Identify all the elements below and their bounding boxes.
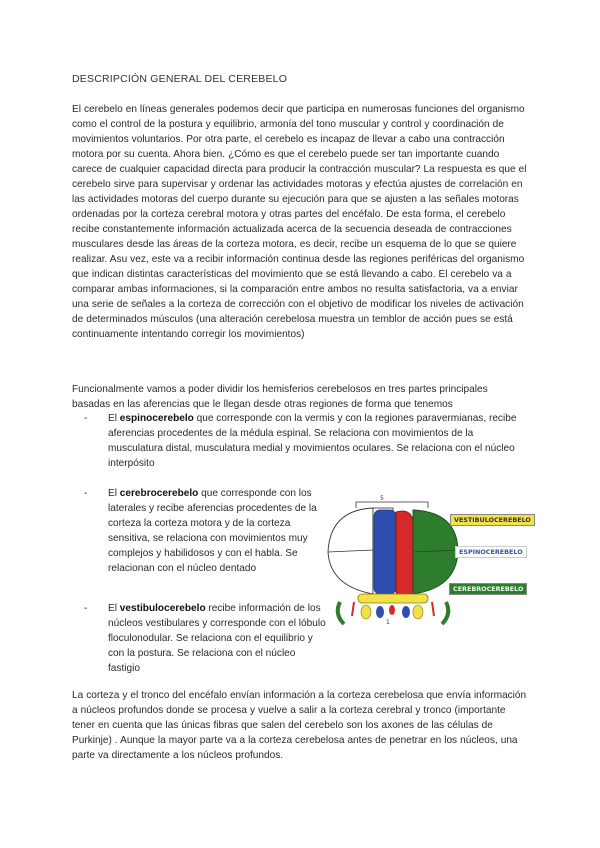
bullet-dash: - <box>84 603 88 614</box>
nucleus-mid <box>389 605 395 615</box>
intro-paragraph: El cerebelo en líneas generales podemos decir que participa en numerosas funciones del organismo como el control de la postura y equilibrio, armonía del tono muscular y control y coordinación de movimientos voluntarios. Por otra parte, el cerebelo es incapaz de llevar a cabo una contracción motora por su cuenta. Ahora bien. ¿Cómo es que el cerebelo puede ser tan importante cuando carece de cualquier capacidad directa para producir la contracción muscular? La respuesta es que el cerebelo sirve para supervisar y ordenar las actividades motoras y efectúa ajustes de correlación en las actividades motoras del cuerpo durante su ejecución para que se ajusten a las señales motoras ordenadas por la corteza cerebral motora y otras partes del encéfalo. De esta forma, el cerebelo recibe constantemente información actualizada acerca de la secuencia deseada de contracciones musculares desde las áreas de la corteza motora, es decir, recibe un esquema de lo que se quiere realizar. Asu vez, este va a recibir información continua desde las regiones periféricas del organismo que indican distintas características del movimiento que se está llevando a cabo. El cerebelo va a comparar ambas informaciones, si la comparación entre ambos no resulta satisfactoria, va a enviar una serie de señales a la corteza de corrección con el objetivo de modificar los niveles de activación de determinados músculos (una alteración cerebelosa muestra un temblor de acción pues se está continuamente intentando corregir los movimientos) <box>72 104 527 340</box>
division-paragraph: Funcionalmente vamos a poder dividir los hemisferios cerebelosos en tres partes principales basadas en las aferencias que le llegan desde otras regiones de forma que tenemos <box>72 384 488 410</box>
bullet-dash: - <box>84 413 88 424</box>
bullet-term: espinocerebelo <box>119 413 194 424</box>
bullet-prefix: El <box>108 488 120 499</box>
bullet-prefix: El <box>108 413 120 424</box>
vermis-region <box>374 510 396 594</box>
paravermis-region <box>396 511 413 594</box>
output-arrow-right <box>442 602 448 624</box>
output-arrow-left <box>338 602 344 624</box>
bullet-term: vestibulocerebelo <box>119 603 206 614</box>
label-espinocerebelo: ESPINOCEREBELO <box>455 546 527 558</box>
bullet-text: recibe información de los núcleos vestibulares y corresponde con el lóbulo floculonodular. Se relaciona con el equilibrio y con la postura. Se relaciona con el núcleo fastigio <box>108 603 326 674</box>
diagram-top-bracket <box>356 502 428 508</box>
bullet-espinocerebelo <box>84 411 528 471</box>
page-title: DESCRIPCIÓN GENERAL DEL CEREBELO <box>72 73 288 85</box>
bullet-cerebrocerebelo <box>84 486 326 576</box>
bullet-dash: - <box>84 488 88 499</box>
diagram-bottom-marker: 1 <box>386 619 390 626</box>
cerebellum-diagram <box>318 490 548 640</box>
bullet-term: cerebrocerebelo <box>119 488 199 499</box>
bullet-text: que corresponde con los laterales y recibe aferencias procedentes de la corteza la corteza motora y de la corteza sensitiva, se relaciona con movimientos muy complejos y habilidosos y con el habla. Se relacionan con el núcleo dentado <box>108 488 317 574</box>
closing-paragraph: La corteza y el tronco del encéfalo envían información a la corteza cerebelosa que envía información a núcleos profundos donde se procesa y vuelve a salir a la corteza cerebral y tronco (importante tener en cuenta que las únicas fibras que salen del cerebelo son los axones de las células de Purkinje) . Aunque la mayor parte va a la corteza cerebelosa antes de penetrar en los núcleos, una parte va directamente a los núcleos profundos. <box>72 690 527 761</box>
nucleus-right <box>413 605 423 619</box>
label-vestibulocerebelo: VESTIBULOCEREBELO <box>450 514 535 526</box>
diagram-top-marker: 5 <box>380 495 384 502</box>
output-arrow-red-right <box>432 602 434 616</box>
bullet-text: que corresponde con la vermis y con la regiones paravermianas, recibe aferencias procedentes de la médula espinal. Se relaciona con movimientos de la musculatura distal, musculatura medial y movimientos oculares. Se relaciona con el núcleo interpósito <box>108 413 517 469</box>
vestibulocerebelo-region <box>358 594 428 603</box>
bullet-prefix: El <box>108 603 120 614</box>
nucleus-mid-right <box>402 606 410 618</box>
output-arrow-red-left <box>352 602 354 616</box>
nucleus-left <box>361 605 371 619</box>
nucleus-mid-left <box>376 606 384 618</box>
bullet-vestibulocerebelo <box>84 601 326 676</box>
label-cerebrocerebelo: CEREBROCEREBELO <box>449 583 527 595</box>
